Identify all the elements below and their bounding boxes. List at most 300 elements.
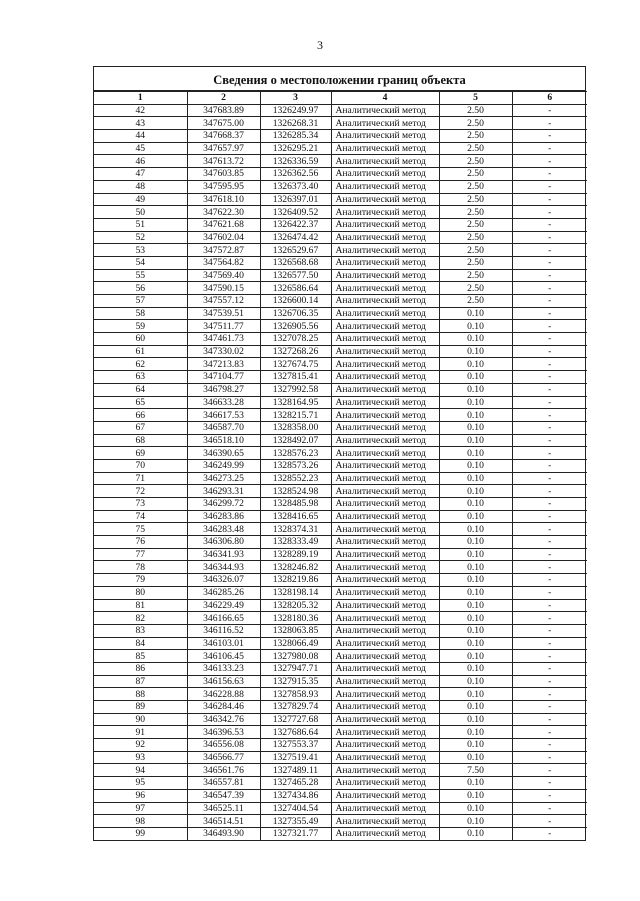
accuracy-cell: 0.10 — [439, 612, 512, 625]
table-row — [94, 675, 587, 688]
table-row — [94, 498, 587, 511]
method-cell: Аналитический метод — [331, 333, 439, 346]
y-coordinate-cell: 1326397.01 — [260, 193, 331, 206]
description-cell: - — [512, 244, 587, 257]
y-coordinate-cell: 1326586.64 — [260, 282, 331, 295]
y-coordinate-cell: 1326362.56 — [260, 168, 331, 181]
x-coordinate-cell: 347572.87 — [187, 244, 260, 257]
accuracy-cell: 0.10 — [439, 688, 512, 701]
method-cell: Аналитический метод — [331, 523, 439, 536]
table-row — [94, 358, 587, 371]
method-cell: Аналитический метод — [331, 130, 439, 143]
method-cell: Аналитический метод — [331, 447, 439, 460]
table-row — [94, 713, 587, 726]
method-cell: Аналитический метод — [331, 561, 439, 574]
y-coordinate-cell: 1326285.34 — [260, 130, 331, 143]
method-cell: Аналитический метод — [331, 180, 439, 193]
x-coordinate-cell: 347213.83 — [187, 358, 260, 371]
accuracy-cell: 2.50 — [439, 117, 512, 130]
point-number-cell: 67 — [94, 421, 187, 434]
method-cell: Аналитический метод — [331, 117, 439, 130]
method-cell: Аналитический метод — [331, 269, 439, 282]
method-cell: Аналитический метод — [331, 713, 439, 726]
method-cell: Аналитический метод — [331, 637, 439, 650]
table-row — [94, 117, 587, 130]
table-row — [94, 168, 587, 181]
y-coordinate-cell: 1326706.35 — [260, 307, 331, 320]
description-cell: - — [512, 345, 587, 358]
accuracy-cell: 0.10 — [439, 472, 512, 485]
point-number-cell: 94 — [94, 764, 187, 777]
point-number-cell: 78 — [94, 561, 187, 574]
y-coordinate-cell: 1328198.14 — [260, 586, 331, 599]
y-coordinate-cell: 1328576.23 — [260, 447, 331, 460]
method-cell: Аналитический метод — [331, 624, 439, 637]
x-coordinate-cell: 347668.37 — [187, 130, 260, 143]
point-number-cell: 57 — [94, 295, 187, 308]
table-row — [94, 244, 587, 257]
method-cell: Аналитический метод — [331, 764, 439, 777]
method-cell: Аналитический метод — [331, 650, 439, 663]
description-cell: - — [512, 650, 587, 663]
method-cell: Аналитический метод — [331, 701, 439, 714]
point-number-cell: 60 — [94, 333, 187, 346]
y-coordinate-cell: 1326249.97 — [260, 104, 331, 117]
accuracy-cell: 0.10 — [439, 624, 512, 637]
accuracy-cell: 2.50 — [439, 269, 512, 282]
column-header-2: 2 — [187, 92, 260, 105]
method-cell: Аналитический метод — [331, 358, 439, 371]
y-coordinate-cell: 1326336.59 — [260, 155, 331, 168]
description-cell: - — [512, 155, 587, 168]
accuracy-cell: 0.10 — [439, 498, 512, 511]
description-cell: - — [512, 104, 587, 117]
y-coordinate-cell: 1327404.54 — [260, 802, 331, 815]
table-row — [94, 624, 587, 637]
y-coordinate-cell: 1328289.19 — [260, 548, 331, 561]
table-row — [94, 447, 587, 460]
description-cell: - — [512, 574, 587, 587]
y-coordinate-cell: 1328485.98 — [260, 498, 331, 511]
description-cell: - — [512, 206, 587, 219]
point-number-cell: 70 — [94, 459, 187, 472]
description-cell: - — [512, 777, 587, 790]
table-row — [94, 155, 587, 168]
method-cell: Аналитический метод — [331, 586, 439, 599]
accuracy-cell: 0.10 — [439, 827, 512, 839]
description-cell: - — [512, 193, 587, 206]
method-cell: Аналитический метод — [331, 206, 439, 219]
accuracy-cell: 0.10 — [439, 447, 512, 460]
x-coordinate-cell: 346556.08 — [187, 739, 260, 752]
accuracy-cell: 0.10 — [439, 777, 512, 790]
y-coordinate-cell: 1327321.77 — [260, 827, 331, 839]
x-coordinate-cell: 347613.72 — [187, 155, 260, 168]
method-cell: Аналитический метод — [331, 802, 439, 815]
y-coordinate-cell: 1328573.26 — [260, 459, 331, 472]
x-coordinate-cell: 347595.95 — [187, 180, 260, 193]
x-coordinate-cell: 346341.93 — [187, 548, 260, 561]
y-coordinate-cell: 1327980.08 — [260, 650, 331, 663]
method-cell: Аналитический метод — [331, 282, 439, 295]
method-cell: Аналитический метод — [331, 434, 439, 447]
description-cell: - — [512, 269, 587, 282]
point-number-cell: 45 — [94, 142, 187, 155]
table-row — [94, 789, 587, 802]
column-header-4: 4 — [331, 92, 439, 105]
table-row — [94, 193, 587, 206]
method-cell: Аналитический метод — [331, 726, 439, 739]
x-coordinate-cell: 346229.49 — [187, 599, 260, 612]
description-cell: - — [512, 168, 587, 181]
method-cell: Аналитический метод — [331, 345, 439, 358]
method-cell: Аналитический метод — [331, 155, 439, 168]
point-number-cell: 44 — [94, 130, 187, 143]
point-number-cell: 89 — [94, 701, 187, 714]
table-row — [94, 218, 587, 231]
y-coordinate-cell: 1327434.86 — [260, 789, 331, 802]
method-cell: Аналитический метод — [331, 193, 439, 206]
table-row — [94, 637, 587, 650]
description-cell: - — [512, 358, 587, 371]
y-coordinate-cell: 1326474.42 — [260, 231, 331, 244]
accuracy-cell: 0.10 — [439, 650, 512, 663]
point-number-cell: 88 — [94, 688, 187, 701]
accuracy-cell: 0.10 — [439, 358, 512, 371]
description-cell: - — [512, 371, 587, 384]
table-row — [94, 586, 587, 599]
description-cell: - — [512, 624, 587, 637]
description-cell: - — [512, 472, 587, 485]
accuracy-cell: 0.10 — [439, 485, 512, 498]
table-row — [94, 472, 587, 485]
x-coordinate-cell: 346284.46 — [187, 701, 260, 714]
x-coordinate-cell: 346617.53 — [187, 409, 260, 422]
accuracy-cell: 0.10 — [439, 751, 512, 764]
table-row — [94, 307, 587, 320]
accuracy-cell: 2.50 — [439, 218, 512, 231]
method-cell: Аналитический метод — [331, 751, 439, 764]
x-coordinate-cell: 346249.99 — [187, 459, 260, 472]
point-number-cell: 50 — [94, 206, 187, 219]
table-row — [94, 485, 587, 498]
x-coordinate-cell: 346283.86 — [187, 510, 260, 523]
description-cell: - — [512, 536, 587, 549]
x-coordinate-cell: 346133.23 — [187, 662, 260, 675]
accuracy-cell: 0.10 — [439, 561, 512, 574]
accuracy-cell: 2.50 — [439, 282, 512, 295]
point-number-cell: 91 — [94, 726, 187, 739]
boundary-coordinates-table — [94, 91, 587, 840]
accuracy-cell: 0.10 — [439, 815, 512, 828]
point-number-cell: 71 — [94, 472, 187, 485]
description-cell: - — [512, 599, 587, 612]
x-coordinate-cell: 347602.04 — [187, 231, 260, 244]
x-coordinate-cell: 346116.52 — [187, 624, 260, 637]
description-cell: - — [512, 218, 587, 231]
y-coordinate-cell: 1328219.86 — [260, 574, 331, 587]
x-coordinate-cell: 346283.48 — [187, 523, 260, 536]
description-cell: - — [512, 802, 587, 815]
y-coordinate-cell: 1326409.52 — [260, 206, 331, 219]
point-number-cell: 49 — [94, 193, 187, 206]
x-coordinate-cell: 346518.10 — [187, 434, 260, 447]
accuracy-cell: 0.10 — [439, 307, 512, 320]
method-cell: Аналитический метод — [331, 409, 439, 422]
table-row — [94, 701, 587, 714]
point-number-cell: 62 — [94, 358, 187, 371]
method-cell: Аналитический метод — [331, 371, 439, 384]
y-coordinate-cell: 1327829.74 — [260, 701, 331, 714]
point-number-cell: 80 — [94, 586, 187, 599]
accuracy-cell: 2.50 — [439, 244, 512, 257]
point-number-cell: 61 — [94, 345, 187, 358]
accuracy-cell: 2.50 — [439, 180, 512, 193]
accuracy-cell: 2.50 — [439, 256, 512, 269]
y-coordinate-cell: 1328246.82 — [260, 561, 331, 574]
method-cell: Аналитический метод — [331, 104, 439, 117]
description-cell: - — [512, 282, 587, 295]
table-row — [94, 523, 587, 536]
method-cell: Аналитический метод — [331, 827, 439, 839]
y-coordinate-cell: 1327355.49 — [260, 815, 331, 828]
description-cell: - — [512, 434, 587, 447]
x-coordinate-cell: 346156.63 — [187, 675, 260, 688]
table-row — [94, 548, 587, 561]
accuracy-cell: 0.10 — [439, 536, 512, 549]
table-row — [94, 764, 587, 777]
point-number-cell: 95 — [94, 777, 187, 790]
y-coordinate-cell: 1328374.31 — [260, 523, 331, 536]
y-coordinate-cell: 1328333.49 — [260, 536, 331, 549]
accuracy-cell: 0.10 — [439, 548, 512, 561]
table-row — [94, 180, 587, 193]
y-coordinate-cell: 1326577.50 — [260, 269, 331, 282]
x-coordinate-cell: 347564.82 — [187, 256, 260, 269]
y-coordinate-cell: 1327268.26 — [260, 345, 331, 358]
y-coordinate-cell: 1327465.28 — [260, 777, 331, 790]
method-cell: Аналитический метод — [331, 536, 439, 549]
y-coordinate-cell: 1328066.49 — [260, 637, 331, 650]
x-coordinate-cell: 346587.70 — [187, 421, 260, 434]
table-row — [94, 561, 587, 574]
point-number-cell: 65 — [94, 396, 187, 409]
point-number-cell: 55 — [94, 269, 187, 282]
y-coordinate-cell: 1328358.00 — [260, 421, 331, 434]
table-row — [94, 815, 587, 828]
description-cell: - — [512, 498, 587, 511]
x-coordinate-cell: 346106.45 — [187, 650, 260, 663]
method-cell: Аналитический метод — [331, 662, 439, 675]
method-cell: Аналитический метод — [331, 675, 439, 688]
method-cell: Аналитический метод — [331, 485, 439, 498]
x-coordinate-cell: 346103.01 — [187, 637, 260, 650]
description-cell: - — [512, 256, 587, 269]
method-cell: Аналитический метод — [331, 498, 439, 511]
description-cell: - — [512, 688, 587, 701]
y-coordinate-cell: 1328215.71 — [260, 409, 331, 422]
table-row — [94, 777, 587, 790]
point-number-cell: 64 — [94, 383, 187, 396]
method-cell: Аналитический метод — [331, 739, 439, 752]
y-coordinate-cell: 1328180.36 — [260, 612, 331, 625]
description-cell: - — [512, 751, 587, 764]
accuracy-cell: 0.10 — [439, 459, 512, 472]
table-row — [94, 434, 587, 447]
table-row — [94, 333, 587, 346]
table-row — [94, 802, 587, 815]
boundary-table-frame — [93, 66, 586, 841]
x-coordinate-cell: 346166.65 — [187, 612, 260, 625]
accuracy-cell: 0.10 — [439, 713, 512, 726]
x-coordinate-cell: 347675.00 — [187, 117, 260, 130]
table-row — [94, 104, 587, 117]
x-coordinate-cell: 346561.76 — [187, 764, 260, 777]
description-cell: - — [512, 548, 587, 561]
accuracy-cell: 0.10 — [439, 586, 512, 599]
y-coordinate-cell: 1326373.40 — [260, 180, 331, 193]
description-cell: - — [512, 447, 587, 460]
table-row — [94, 282, 587, 295]
x-coordinate-cell: 347618.10 — [187, 193, 260, 206]
method-cell: Аналитический метод — [331, 396, 439, 409]
method-cell: Аналитический метод — [331, 320, 439, 333]
point-number-cell: 63 — [94, 371, 187, 384]
table-row — [94, 345, 587, 358]
x-coordinate-cell: 346547.39 — [187, 789, 260, 802]
accuracy-cell: 0.10 — [439, 510, 512, 523]
y-coordinate-cell: 1327553.37 — [260, 739, 331, 752]
description-cell: - — [512, 701, 587, 714]
x-coordinate-cell: 346285.26 — [187, 586, 260, 599]
point-number-cell: 92 — [94, 739, 187, 752]
accuracy-cell: 0.10 — [439, 409, 512, 422]
method-cell: Аналитический метод — [331, 599, 439, 612]
accuracy-cell: 7.50 — [439, 764, 512, 777]
x-coordinate-cell: 346299.72 — [187, 498, 260, 511]
description-cell: - — [512, 333, 587, 346]
description-cell: - — [512, 523, 587, 536]
method-cell: Аналитический метод — [331, 777, 439, 790]
x-coordinate-cell: 346344.93 — [187, 561, 260, 574]
method-cell: Аналитический метод — [331, 256, 439, 269]
table-row — [94, 421, 587, 434]
accuracy-cell: 0.10 — [439, 599, 512, 612]
x-coordinate-cell: 347104.77 — [187, 371, 260, 384]
point-number-cell: 42 — [94, 104, 187, 117]
table-row — [94, 599, 587, 612]
accuracy-cell: 2.50 — [439, 193, 512, 206]
table-row — [94, 269, 587, 282]
x-coordinate-cell: 347539.51 — [187, 307, 260, 320]
y-coordinate-cell: 1327947.71 — [260, 662, 331, 675]
x-coordinate-cell: 347657.97 — [187, 142, 260, 155]
table-row — [94, 574, 587, 587]
y-coordinate-cell: 1326529.67 — [260, 244, 331, 257]
y-coordinate-cell: 1327674.75 — [260, 358, 331, 371]
description-cell: - — [512, 586, 587, 599]
x-coordinate-cell: 347511.77 — [187, 320, 260, 333]
table-row — [94, 409, 587, 422]
description-cell: - — [512, 295, 587, 308]
method-cell: Аналитический метод — [331, 548, 439, 561]
accuracy-cell: 0.10 — [439, 523, 512, 536]
y-coordinate-cell: 1328492.07 — [260, 434, 331, 447]
accuracy-cell: 0.10 — [439, 396, 512, 409]
y-coordinate-cell: 1328416.65 — [260, 510, 331, 523]
x-coordinate-cell: 346493.90 — [187, 827, 260, 839]
accuracy-cell: 0.10 — [439, 333, 512, 346]
x-coordinate-cell: 346633.28 — [187, 396, 260, 409]
method-cell: Аналитический метод — [331, 244, 439, 257]
method-cell: Аналитический метод — [331, 307, 439, 320]
method-cell: Аналитический метод — [331, 168, 439, 181]
y-coordinate-cell: 1327915.35 — [260, 675, 331, 688]
accuracy-cell: 0.10 — [439, 802, 512, 815]
y-coordinate-cell: 1327686.64 — [260, 726, 331, 739]
table-row — [94, 827, 587, 839]
description-cell: - — [512, 815, 587, 828]
y-coordinate-cell: 1326600.14 — [260, 295, 331, 308]
x-coordinate-cell: 346514.51 — [187, 815, 260, 828]
table-row — [94, 726, 587, 739]
accuracy-cell: 0.10 — [439, 701, 512, 714]
x-coordinate-cell: 346396.53 — [187, 726, 260, 739]
accuracy-cell: 0.10 — [439, 637, 512, 650]
description-cell: - — [512, 130, 587, 143]
page-number: 3 — [317, 38, 323, 52]
point-number-cell: 51 — [94, 218, 187, 231]
point-number-cell: 52 — [94, 231, 187, 244]
description-cell: - — [512, 637, 587, 650]
point-number-cell: 43 — [94, 117, 187, 130]
description-cell: - — [512, 421, 587, 434]
y-coordinate-cell: 1327519.41 — [260, 751, 331, 764]
y-coordinate-cell: 1327489.11 — [260, 764, 331, 777]
x-coordinate-cell: 347621.68 — [187, 218, 260, 231]
point-number-cell: 47 — [94, 168, 187, 181]
description-cell: - — [512, 662, 587, 675]
point-number-cell: 59 — [94, 320, 187, 333]
description-cell: - — [512, 510, 587, 523]
point-number-cell: 46 — [94, 155, 187, 168]
accuracy-cell: 2.50 — [439, 142, 512, 155]
point-number-cell: 75 — [94, 523, 187, 536]
point-number-cell: 73 — [94, 498, 187, 511]
y-coordinate-cell: 1327727.68 — [260, 713, 331, 726]
method-cell: Аналитический метод — [331, 612, 439, 625]
x-coordinate-cell: 347590.15 — [187, 282, 260, 295]
point-number-cell: 84 — [94, 637, 187, 650]
table-row — [94, 612, 587, 625]
table-row — [94, 295, 587, 308]
table-row — [94, 459, 587, 472]
method-cell: Аналитический метод — [331, 688, 439, 701]
x-coordinate-cell: 346326.07 — [187, 574, 260, 587]
accuracy-cell: 0.10 — [439, 371, 512, 384]
accuracy-cell: 0.10 — [439, 383, 512, 396]
description-cell: - — [512, 307, 587, 320]
method-cell: Аналитический метод — [331, 815, 439, 828]
description-cell: - — [512, 396, 587, 409]
method-cell: Аналитический метод — [331, 459, 439, 472]
point-number-cell: 66 — [94, 409, 187, 422]
method-cell: Аналитический метод — [331, 295, 439, 308]
table-row — [94, 256, 587, 269]
y-coordinate-cell: 1327992.58 — [260, 383, 331, 396]
description-cell: - — [512, 383, 587, 396]
description-cell: - — [512, 320, 587, 333]
